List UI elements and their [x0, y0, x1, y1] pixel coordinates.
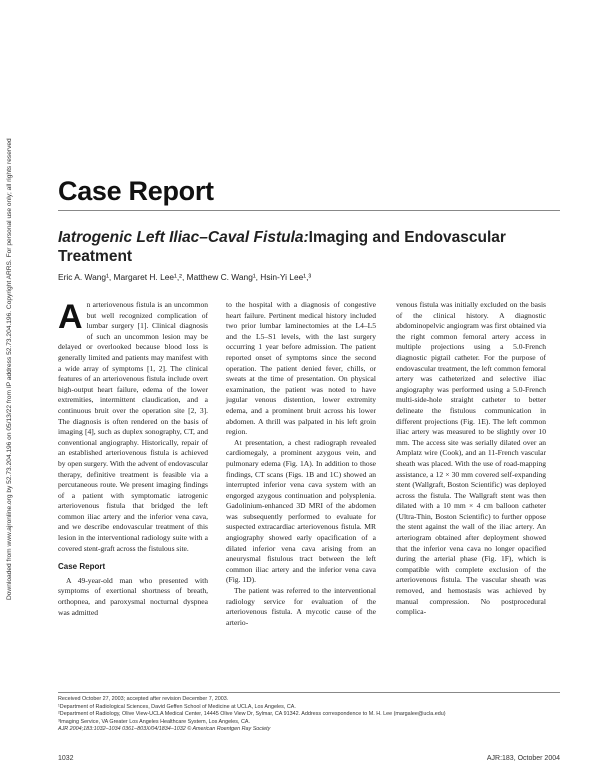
footnotes — [58, 696, 558, 734]
download-notice: Downloaded from www.ajronline.org by 52.73.204.196 on 05/13/22 from IP address 52.73.204.196. Copyright ARRS. For personal use only; all rights reserved — [6, 138, 13, 600]
affiliation-2: ²Department of Radiology, Olive View-UCLA Medical Center, 14445 Olive View Dr, Sylmar, CA 91342. Address correspondence to M. H. Lee (margalee@ucla.edu) — [58, 711, 446, 718]
body-paragraph: venous fistula was initially excluded on the basis of the clinical history. A diagnostic abdominopelvic angiogram was first obtained via the right common femoral artery access in multiple projections using a 5.0-French diagnostic pigtail catheter. For the purpose of endovascular treatment, the left common femoral artery was catheterized and selective iliac angiography was performed using a 5.0-French multi-side-hole straight catheter to better delineate the fistulous communication in different projections (Fig. 1E). The left common iliac artery was measured to be slightly over 10 mm. The access site was serially dilated over an Amplatz wire (Cook), and an 11-French vascular sheath was placed. With the use of road-mapping assistance, a 12 × 30 mm covered self-expanding stent (Wallgraft, Boston Scientific) was deployed across the fistula. The Wallgraft stent was then dilated with a 10 mm × 4 cm balloon catheter (Ultra-Thin, Boston Scientific) to further oppose the stent against the wall of the iliac artery. An arteriogram obtained after deployment showed that the inferior vena cava no longer opacified during the arterial phase (Fig. 1F), which is compatible with complete exclusion of the arteriovenous fistula. The vascular sheath was removed, and hemostasis was achieved by manual compression. No postprocedural complica- — [396, 300, 546, 617]
title-sub: Imaging and Endovascular Treatment — [58, 229, 506, 265]
section-heading: Case Report — [58, 562, 106, 572]
body-paragraph: to the hospital with a diagnosis of congestive heart failure. Pertinent medical history included two prior lumbar laminectomies at the L4–L5 and the L5–S1 levels, with the last surgery occurring 1 year before admission. The patient reported onset of symptoms since the second operation. The patient denied fever, chills, or sweats at the time of presentation. On physical examination, the patient was noted to have jugular venous distention, lower extremity edema, and a prominent bruit across his lower abdomen. A thrill was palpated in his left groin region. — [226, 300, 376, 437]
case-paragraph: A 49-year-old man who presented with symptoms of exertional shortness of breath, orthopnea, and paroxysmal nocturnal dyspnea was admitted — [58, 575, 208, 617]
affiliation-1: ¹Department of Radiological Sciences, David Geffen School of Medicine at UCLA, Los Angeles, CA. — [58, 703, 296, 710]
column-1 — [58, 300, 208, 618]
section-label: Case Report — [58, 176, 214, 206]
article-title — [58, 228, 538, 266]
journal-info: AJR:183, October 2004 — [486, 755, 560, 762]
column-3 — [396, 300, 546, 618]
page-number: 1032 — [58, 755, 74, 762]
citation: AJR 2004;183:1032–1034 0361–803X/04/1834–1032 © American Roentgen Ray Society — [58, 726, 271, 733]
author-list: Eric A. Wang¹, Margaret H. Lee¹,², Matthew C. Wang¹, Hsin-Yi Lee¹,³ — [58, 272, 312, 282]
received-note: Received October 27, 2003; accepted after revision December 7, 2003. — [58, 696, 229, 702]
footnote-rule — [58, 692, 560, 693]
column-2 — [226, 300, 376, 628]
title-main: Iatrogenic Left Iliac–Caval Fistula: — [58, 229, 309, 246]
intro-paragraph — [58, 300, 208, 554]
affiliation-3: ³Imaging Service, VA Greater Los Angeles Healthcare System, Los Angeles, CA. — [58, 718, 250, 725]
title-rule — [58, 210, 560, 211]
body-paragraph: The patient was referred to the interventional radiology service for evaluation of the arteriovenous fistula. A mycotic cause of the arterio- — [226, 586, 376, 627]
intro-text: n arteriovenous fistula is an uncommon but well recognized complication of lumbar surgery [1]. Clinical diagnosis of such an uncommon lesion may be delayed or overlooked because blood loss is generally limited and patients may manifest with a wide array of symptoms [1, 2]. The clinical features of an arteriovenous fistula include overt high-output heart failure, edema of the lower extremities, intermittent claudication, and a continuous bruit over the operation site [2, 3]. The diagnosis is often rendered on the basis of imaging [4], such as duplex sonography, CT, and conventional angiography. Historically, repair of an established arteriovenous fistula is achieved by open surgery. With the advent of endovascular therapy, definitive treatment is feasible via a percutaneous route. We present imaging findings of a patient with symptomatic iatrogenic arteriovenous fistula that bridged the left common iliac artery and the inferior vena cava, and we describe endovascular treatment of this lesion in the interventional radiology suite with a covered stent-graft across the fistulous site. — [58, 300, 208, 553]
body-paragraph: At presentation, a chest radiograph revealed cardiomegaly, a prominent azygous vein, and pulmonary edema (Fig. 1A). In addition to those findings, CT scans (Figs. 1B and 1C) showed an interrupted inferior vena cava system with an engorged azygous continuation and polysplenia. Gadolinium-enhanced 3D MRI of the abdomen was subsequently performed to evaluate for suspected extracardiac arteriovenous fistula. MR angiography showed early opacification of a dilated inferior vena cava arising from an aneurysmal fistulous tract between the left common iliac artery and the inferior vena cava (Fig. 1D). — [226, 437, 376, 585]
dropcap: A — [58, 298, 83, 336]
